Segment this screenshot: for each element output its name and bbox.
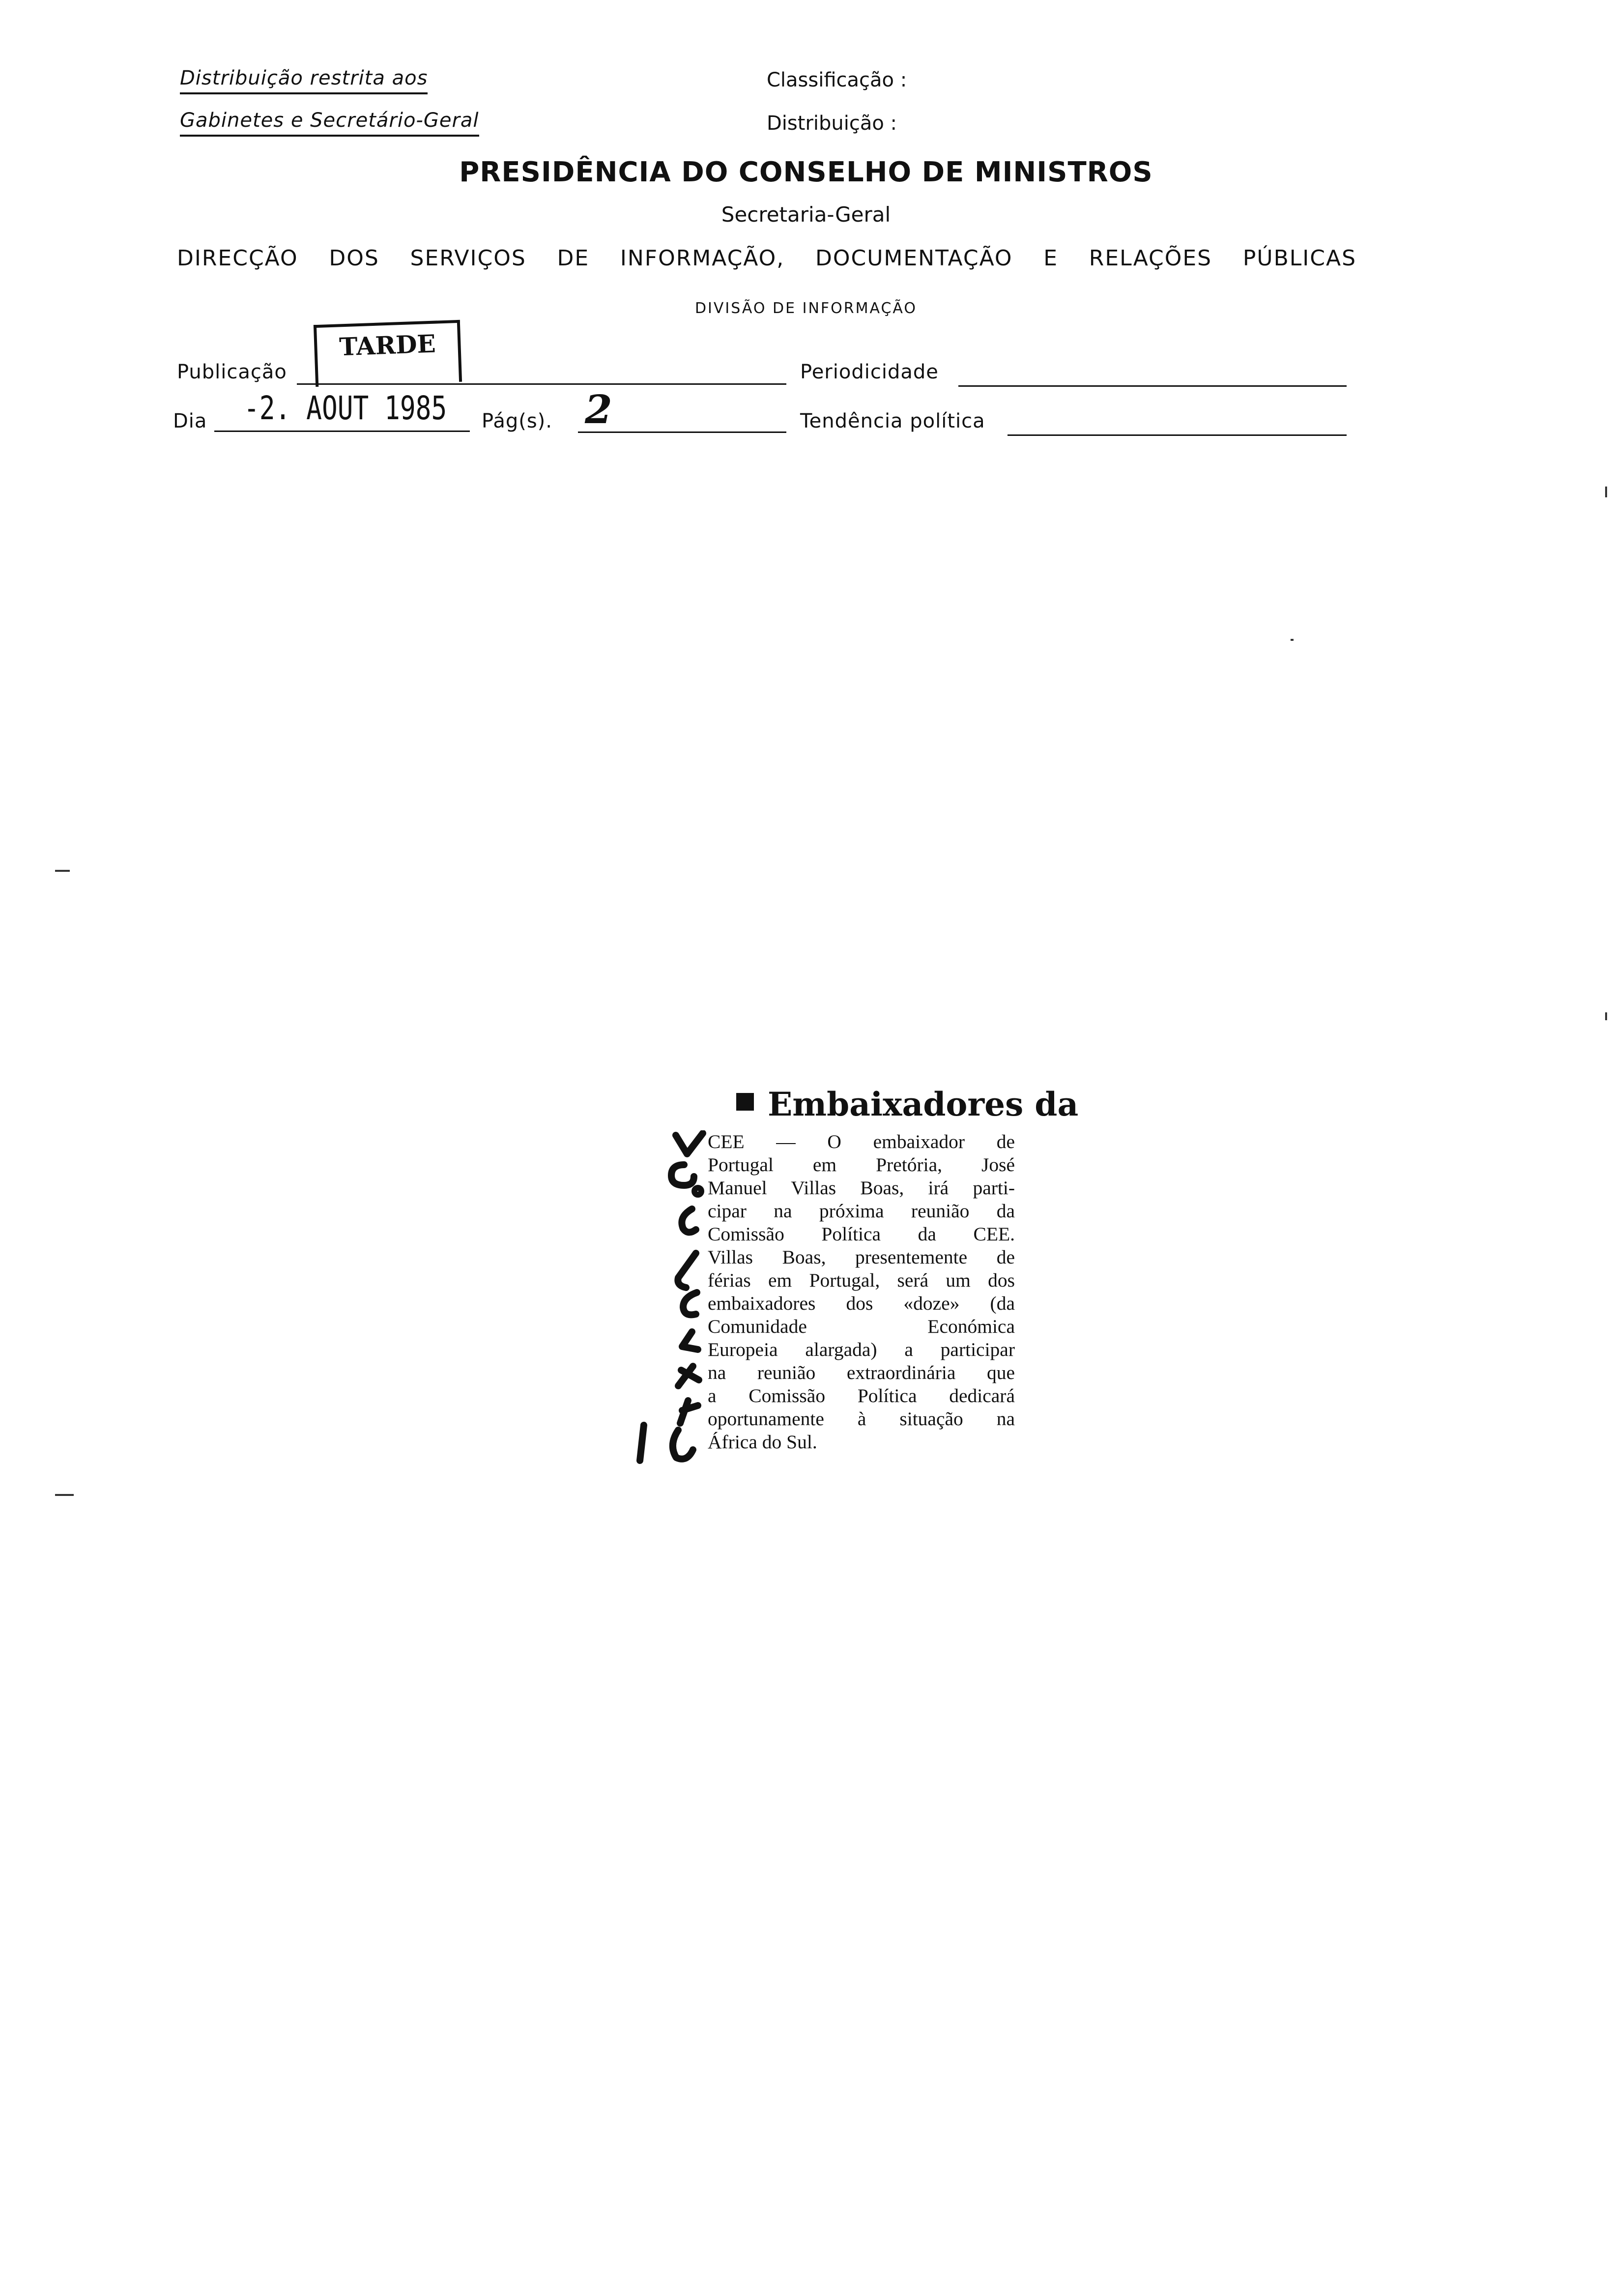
day-label: Dia [173,410,207,432]
clipping-line: África do Sul. [708,1431,817,1453]
organization-subunit: Secretaria-Geral [721,202,891,227]
clipping-line: embaixadores dos «doze» (da [708,1292,1015,1314]
scan-mark [1291,639,1294,641]
pages-handwritten-value: 2 [585,386,612,432]
periodicity-label: Periodicidade [800,361,939,383]
tendency-label: Tendência política [800,410,985,432]
clipping-line: na reunião extraordinária que [708,1362,1015,1383]
clipping-line: Europeia alargada) a participar [708,1339,1015,1360]
tendency-field[interactable] [1008,434,1347,436]
pages-field[interactable] [578,431,786,433]
organization-division: DIVISÃO DE INFORMAÇÃO [694,300,918,317]
scan-mark [1605,487,1607,497]
clipping-line: Comissão Política da CEE. [708,1223,1015,1245]
clipping-bullet [736,1093,754,1111]
distribution-label: Distribuição : [767,112,897,135]
clipping-line: oportunamente à situação na [708,1408,1015,1430]
classification-label: Classificação : [767,69,907,91]
clipping-line: Comunidade Económica [708,1316,1015,1337]
organization-direction: DIRECÇÃO DOS SERVIÇOS DE INFORMAÇÃO, DOCUMENTAÇÃO E RELAÇÕES PÚBLICAS [177,246,1356,271]
clipping-line: cipar na próxima reunião da [708,1200,1015,1222]
pages-label: Pág(s). [482,410,552,432]
clipping-line: Villas Boas, presentemente de [708,1246,1015,1268]
organization-name: PRESIDÊNCIA DO CONSELHO DE MINISTROS [459,156,1153,188]
distribution-note-line1: Distribuição restrita aos [180,67,428,94]
clipping-line: a Comissão Política dedicará [708,1385,1015,1406]
publication-stamp: TARDE [314,320,462,387]
clipping-headline: Embaixadores da [768,1085,1079,1123]
clipping-line: CEE — O embaixador de [708,1131,1015,1152]
clipping-line: Manuel Villas Boas, irá parti- [708,1177,1015,1199]
clipping-body [708,1130,1015,1454]
date-stamp: -2. AOUT 1985 [244,389,447,427]
clipping-line: Portugal em Pretória, José [708,1154,1015,1176]
day-field[interactable] [214,430,470,432]
clipping-line: férias em Portugal, será um dos [708,1269,1015,1291]
scan-mark [55,1494,74,1496]
publication-field[interactable] [297,383,786,385]
publication-label: Publicação [177,361,287,383]
periodicity-field[interactable] [958,385,1347,387]
scan-mark [55,870,70,872]
handwritten-margin-annotation [629,1130,713,1464]
distribution-note-line2: Gabinetes e Secretário-Geral [180,109,479,137]
scan-mark [1605,1012,1607,1020]
